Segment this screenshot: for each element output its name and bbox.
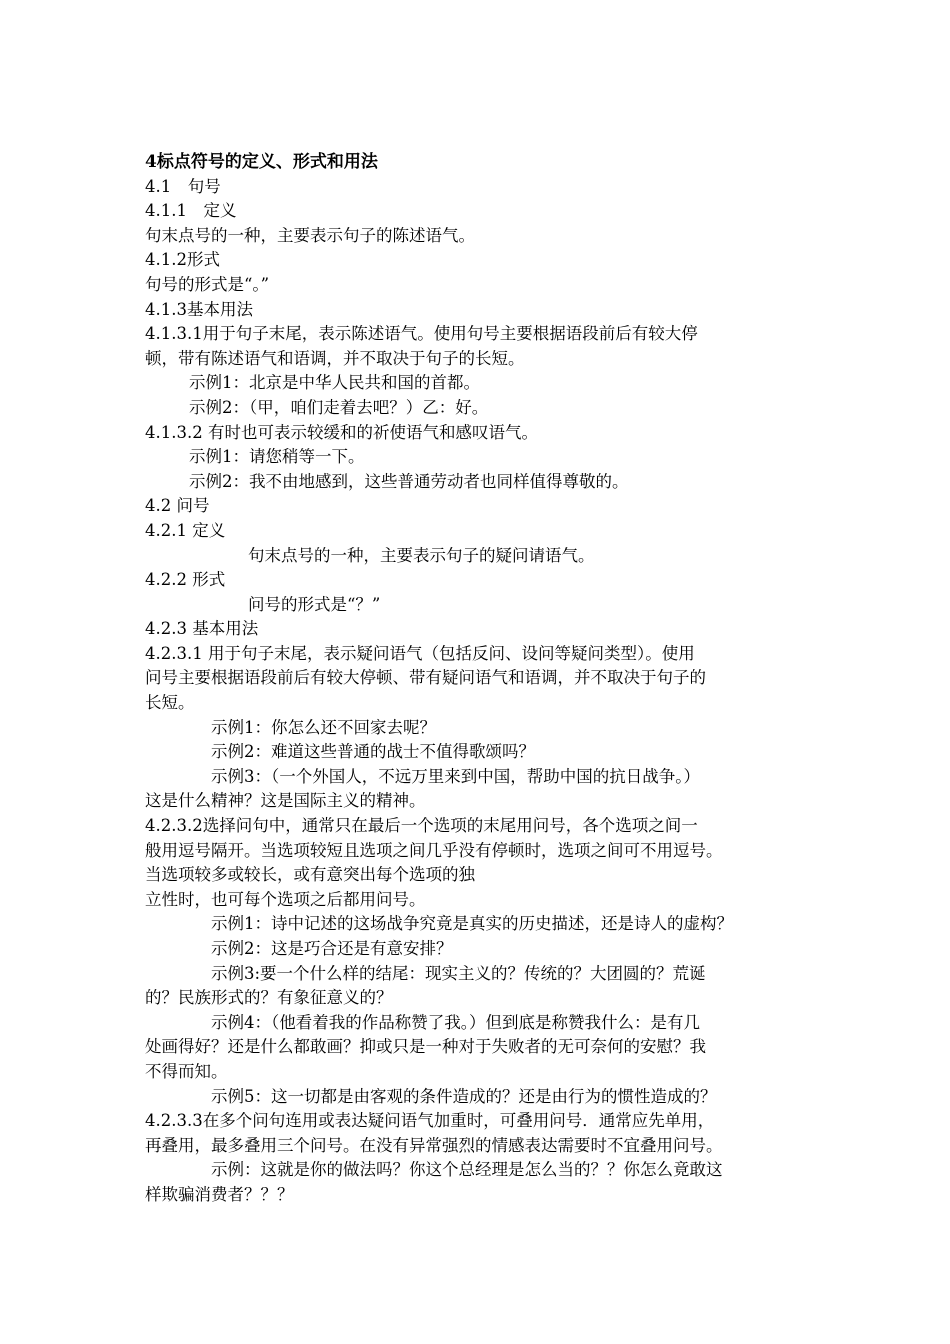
text-line: 示例2：这是巧合还是有意安排？ [211, 939, 453, 958]
text-line: 问号主要根据语段前后有较大停顿、带有疑问语气和语调，并不取决于句子的 [145, 668, 706, 688]
text-line: 4.2.1 定义 [145, 520, 226, 540]
text-line: 顿，带有陈述语气和语调，并不取决于句子的长短。 [145, 348, 525, 368]
text-line: 4.1.2形式 [145, 250, 220, 270]
text-line: 句末点号的一种，主要表示句子的陈述语气。 [145, 225, 475, 245]
text-line: 般用逗号隔开。当选项较短且选项之间几乎没有停顿时，选项之间可不用逗号。 [145, 840, 723, 860]
text-line: 句号的形式是“。” [145, 274, 270, 294]
text-line: 示例1：北京是中华人民共和国的首都。 [189, 373, 480, 393]
text-line: 4.1.3.2 有时也可表示较缓和的祈使语气和感叹语气。 [145, 422, 538, 442]
text-line: 示例1：诗中记述的这场战争究竟是真实的历史描述，还是诗人的虚构？ [211, 914, 733, 934]
text-line: 4.1.3.1用于句子末尾，表示陈述语气。使用句号主要根据语段前后有较大停 [145, 324, 698, 344]
text-line: 当选项较多或较长，或有意突出每个选项的独 [145, 865, 475, 885]
text-line: 句末点号的一种，主要表示句子的疑问请语气。 [248, 545, 595, 565]
text-line: 4.2.3 基本用法 [145, 619, 259, 639]
text-line: 示例2：（甲，咱们走着去吧？）乙：好。 [189, 397, 489, 417]
text-line: 4.1.3基本用法 [145, 299, 253, 319]
text-line: 4.2 问号 [145, 496, 210, 516]
text-line: 示例3：（一个外国人，不远万里来到中国，帮助中国的抗日战争。） [211, 766, 700, 786]
text-line: 样欺骗消费者？？？ [145, 1184, 294, 1204]
text-line: 示例4：（他看着我的作品称赞了我。）但到底是称赞我什么：是有几 [211, 1012, 700, 1032]
text-line: 4.2.3.3在多个问句连用或表达疑问语气加重时，可叠用问号．通常应先单用， [145, 1111, 715, 1131]
text-line: 4.1.1 定义 [145, 201, 237, 221]
text-line: 示例：这就是你的做法吗？你这个总经理是怎么当的？？你怎么竟敢这 [211, 1160, 723, 1180]
text-line: 4.1 句号 [145, 176, 221, 196]
text-line: 示例1：请您稍等一下。 [189, 447, 365, 467]
text-line: 立性时，也可每个选项之后都用问号。 [145, 889, 426, 909]
text-line: 4.2.3.2选择问句中，通常只在最后一个选项的末尾用问号，各个选项之间一 [145, 816, 698, 836]
text-line: 示例2：我不由地感到，这些普通劳动者也同样值得尊敬的。 [189, 471, 629, 491]
text-line: 4.2.3.1 用于句子末尾，表示疑问语气（包括反问、设问等疑问类型）。使用 [145, 643, 695, 663]
text-line: 4.2.2 形式 [145, 570, 226, 590]
document-body [145, 150, 815, 1208]
text-line: 问号的形式是“？” [248, 594, 381, 614]
text-line: 的？民族形式的？有象征意义的？ [145, 988, 393, 1008]
text-line: 不得而知。 [145, 1061, 228, 1081]
text-line: 再叠用，最多叠用三个问号。在没有异常强烈的情感表达需要时不宜叠用问号。 [145, 1135, 723, 1155]
text-line: 长短。 [145, 693, 195, 713]
page-title: 4标点符号的定义、形式和用法 [145, 152, 378, 172]
text-line: 示例1：你怎么还不回家去呢？ [211, 717, 436, 737]
text-line: 示例3:要一个什么样的结尾：现实主义的？传统的？大团圆的？荒诞 [211, 963, 706, 983]
text-line: 示例2：难道这些普通的战士不值得歌颂吗？ [211, 742, 535, 762]
text-line: 这是什么精神？这是国际主义的精神。 [145, 791, 426, 811]
text-line: 处画得好？还是什么都敢画？抑或只是一种对于失败者的无可奈何的安慰？我 [145, 1037, 706, 1057]
text-line: 示例5：这一切都是由客观的条件造成的？还是由行为的惯性造成的？ [211, 1086, 717, 1106]
